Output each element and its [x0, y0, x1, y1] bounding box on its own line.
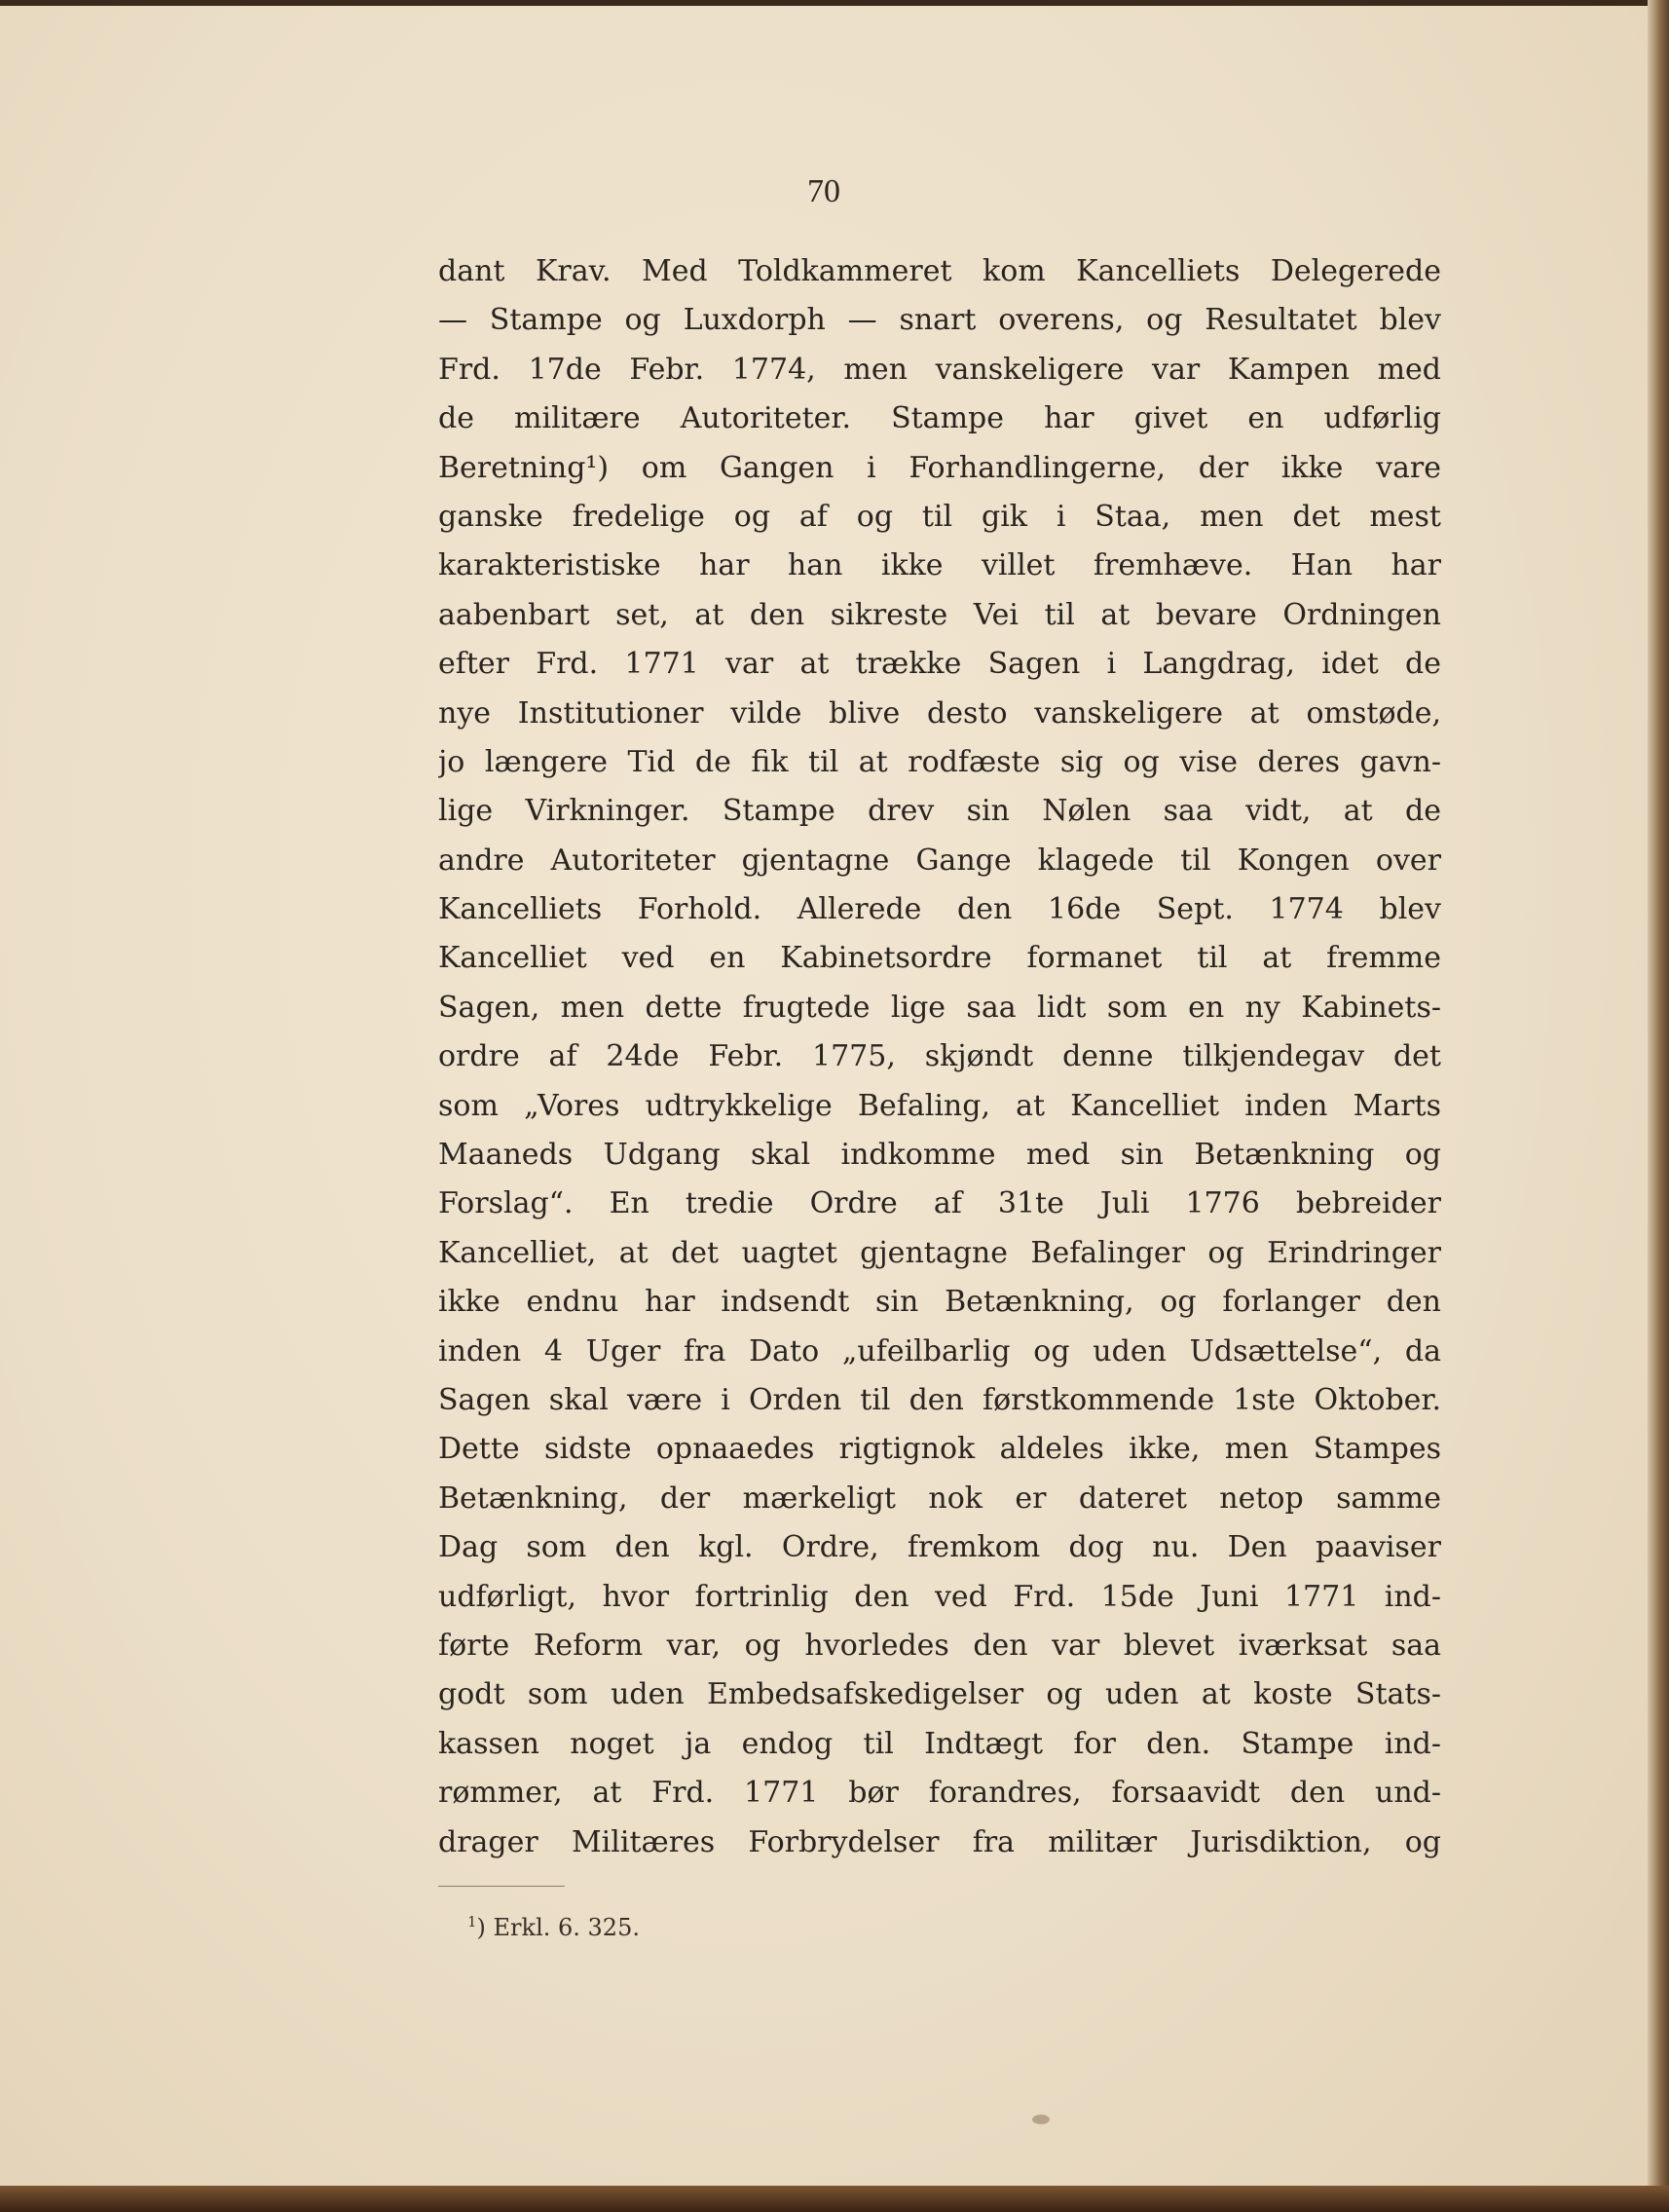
footnote-divider [438, 1886, 565, 1887]
text-line: Sagen skal være i Orden til den førstkommende 1ste Oktober. [438, 1382, 1441, 1417]
footnote [467, 1913, 640, 1941]
text-line: — Stampe og Luxdorph — snart overens, og Resultatet blev [438, 303, 1441, 338]
paper-speck [1032, 2115, 1050, 2124]
footnote-text: ) Erkl. 6. 325. [476, 1914, 640, 1941]
text-line: rømmer, at Frd. 1771 bør forandres, forsaavidt den und- [438, 1776, 1441, 1811]
page-paper [0, 6, 1648, 2186]
text-line: nye Institutioner vilde blive desto vanskeligere at omstøde, [438, 695, 1441, 731]
text-line: Frd. 17de Febr. 1774, men vanskeligere var Kampen med [438, 352, 1441, 387]
text-line: kassen noget ja endog til Indtægt for den. Stampe ind- [438, 1726, 1441, 1761]
text-line: Kancelliet ved en Kabinetsordre formanet til at fremme [438, 941, 1441, 976]
text-line: Forslag“. En tredie Ordre af 31te Juli 1776 bebreider [438, 1186, 1441, 1221]
text-line: efter Frd. 1771 var at trække Sagen i Langdrag, idet de [438, 647, 1441, 682]
text-line: inden 4 Uger fra Dato „ufeilbarlig og uden Udsættelse“, da [438, 1333, 1441, 1368]
text-line: godt som uden Embedsafskedigelser og uden at koste Stats- [438, 1677, 1441, 1712]
body-text [438, 247, 1441, 1867]
text-line: ikke endnu har indsendt sin Betænkning, og forlanger den [438, 1285, 1441, 1320]
text-line: Dag som den kgl. Ordre, fremkom dog nu. Den paaviser [438, 1530, 1441, 1565]
text-line: drager Militæres Forbrydelser fra militær Jurisdiktion, og [438, 1824, 1441, 1859]
text-line: Dette sidste opnaaedes rigtignok aldeles ikke, men Stampes [438, 1432, 1441, 1467]
text-line: ordre af 24de Febr. 1775, skjøndt denne tilkjendegav det [438, 1039, 1441, 1074]
text-line: jo længere Tid de fik til at rodfæste sig og vise deres gavn- [438, 744, 1441, 779]
book-binding-edge [1648, 0, 1669, 2212]
text-line: udførligt, hvor fortrinlig den ved Frd. 15de Juni 1771 ind- [438, 1579, 1441, 1614]
text-line: andre Autoriteter gjentagne Gange klagede til Kongen over [438, 843, 1441, 878]
text-line: Kancelliet, at det uagtet gjentagne Befalinger og Erindringer [438, 1235, 1441, 1270]
text-line: førte Reform var, og hvorledes den var blevet iværksat saa [438, 1628, 1441, 1663]
text-line: Sagen, men dette frugtede lige saa lidt som en ny Kabinets- [438, 990, 1441, 1025]
text-line: Maaneds Udgang skal indkomme med sin Betænkning og [438, 1138, 1441, 1173]
page-number: 70 [807, 173, 840, 209]
text-line: Betænkning, der mærkeligt nok er dateret netop samme [438, 1481, 1441, 1516]
text-line: aabenbart set, at den sikreste Vei til at bevare Ordningen [438, 597, 1441, 632]
text-line: de militære Autoriteter. Stampe har givet en udførlig [438, 401, 1441, 436]
footnote-marker: 1 [467, 1913, 477, 1931]
text-line: dant Krav. Med Toldkammeret kom Kancelliets Delegerede [438, 254, 1441, 288]
text-line: lige Virkninger. Stampe drev sin Nølen saa vidt, at de [438, 794, 1441, 829]
text-line: karakteristiske har han ikke villet fremhæve. Han har [438, 548, 1441, 583]
text-line: Kancelliets Forhold. Allerede den 16de Sept. 1774 blev [438, 892, 1441, 927]
text-line: ganske fredelige og af og til gik i Staa, men det mest [438, 499, 1441, 534]
text-line: Beretning¹) om Gangen i Forhandlingerne, der ikke vare [438, 450, 1441, 485]
text-line: som „Vores udtrykkelige Befaling, at Kancelliet inden Marts [438, 1088, 1441, 1123]
book-cover-edge [0, 2186, 1669, 2212]
